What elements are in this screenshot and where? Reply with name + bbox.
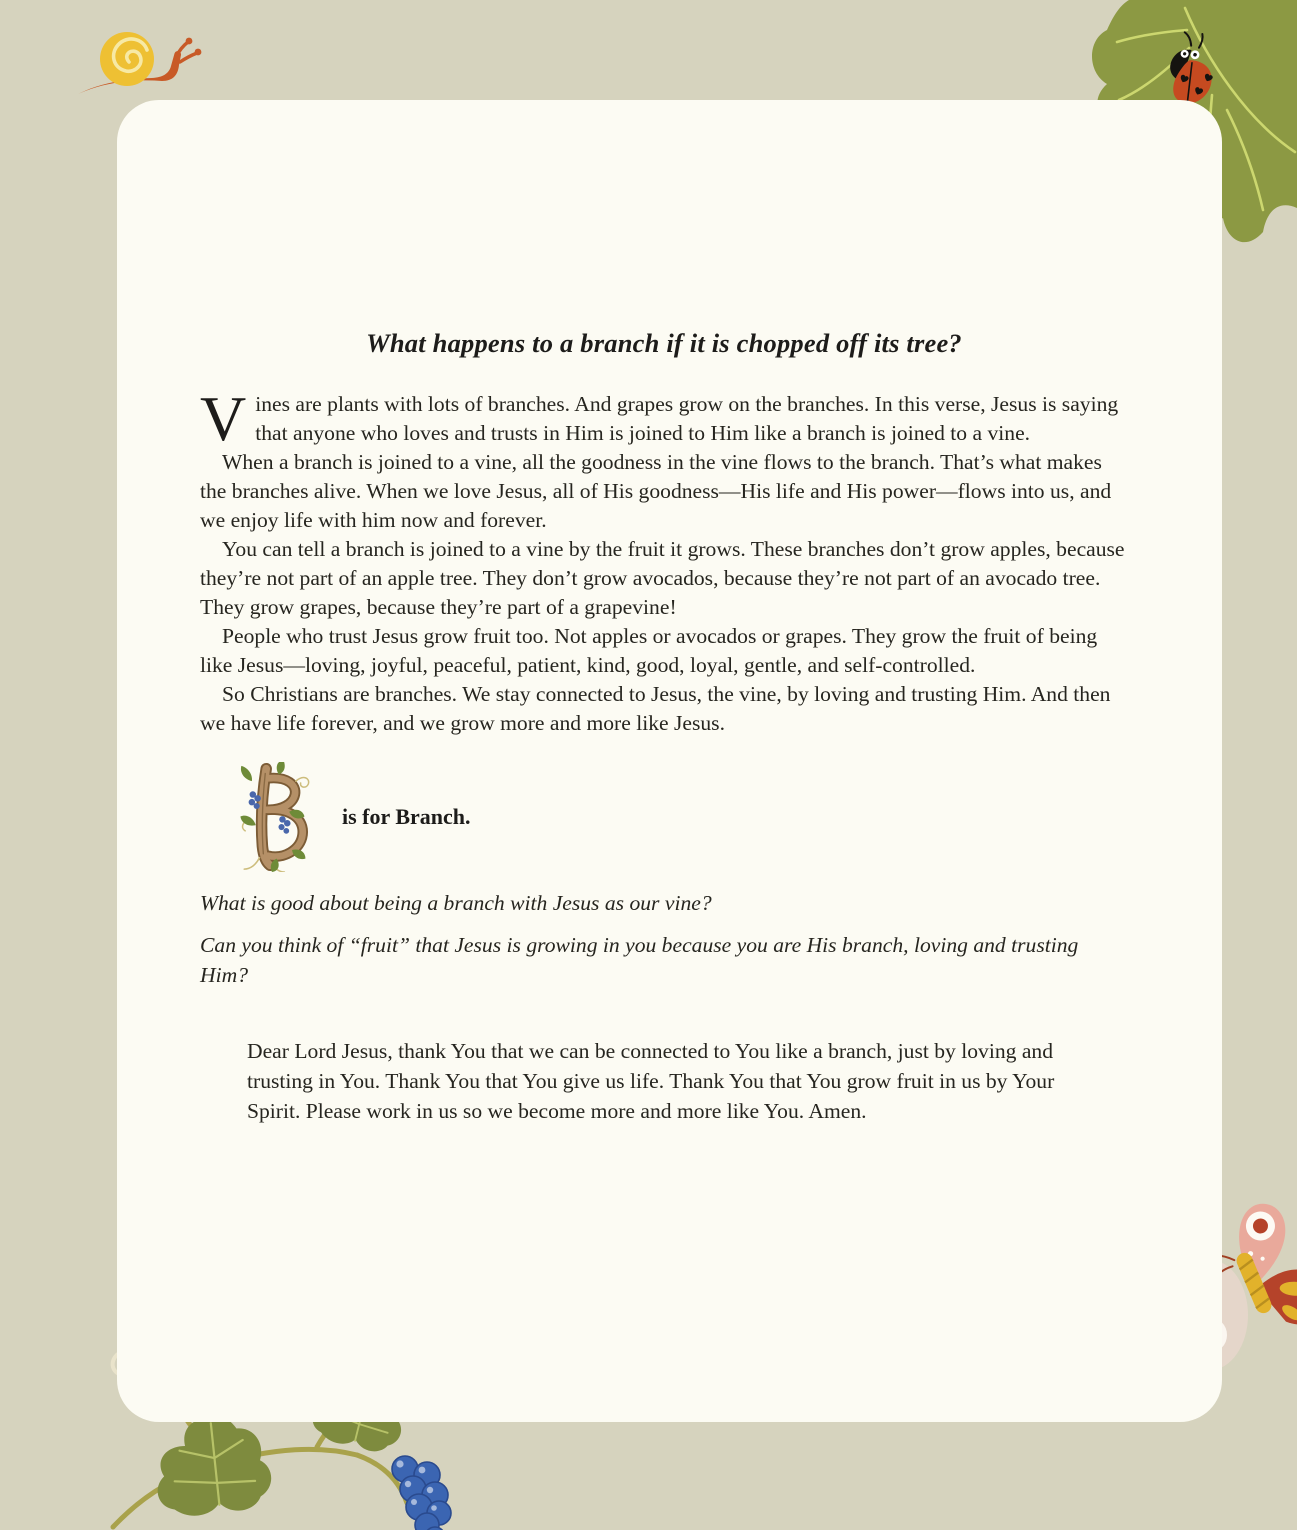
paragraph: You can tell a branch is joined to a vine by the fruit it grows. These branches don’t grow apples, because they’re not part of an apple tree. They don’t grow avocados, because they’re not part of an avocado tree. They grow grapes, because they’re part of a grapevine! [200,537,1125,619]
drop-cap: V [200,383,247,454]
page-card [117,100,1222,1422]
snail-icon [72,22,210,104]
paragraph-text: ines are plants with lots of branches. And grapes grow on the branches. In this verse, Jesus is saying that anyone who loves and trusts in Him is joined to Him like a branch is joined to a vine. [255,392,1119,445]
page-title: What happens to a branch if it is chopped off its tree? [366,328,962,358]
paragraph [200,383,1128,454]
letter-section [200,762,1128,872]
page-content [200,100,1128,1126]
body-text [200,383,1128,738]
question-2: Can you think of “fruit” that Jesus is growing in you because you are His branch, loving and trusting Him? [200,933,1079,987]
illuminated-letter-b-icon [236,762,328,872]
letter-caption: is for Branch. [342,804,471,829]
paragraph: When a branch is joined to a vine, all the goodness in the vine flows to the branch. That’s what makes the branches alive. When we love Jesus, all of His goodness—His life and His power—flows into us, and we enjoy life with him now and forever. [200,450,1112,532]
question-1: What is good about being a branch with Jesus as our vine? [200,891,712,915]
paragraph: So Christians are branches. We stay connected to Jesus, the vine, by loving and trusting Him. And then we have life forever, and we grow more and more like Jesus. [200,682,1111,735]
prayer-text: Dear Lord Jesus, thank You that we can be connected to You like a branch, just by loving and trusting in You. Thank You that You give us life. Thank You that You grow fruit in us by Your Spirit. Please work in us so we become more and more like You. Amen. [247,1039,1055,1123]
paragraph: People who trust Jesus grow fruit too. Not apples or avocados or grapes. They grow the fruit of being like Jesus—loving, joyful, peaceful, patient, kind, good, loyal, gentle, and self-controlled. [200,624,1098,677]
grape-cluster-icon [392,1456,451,1530]
